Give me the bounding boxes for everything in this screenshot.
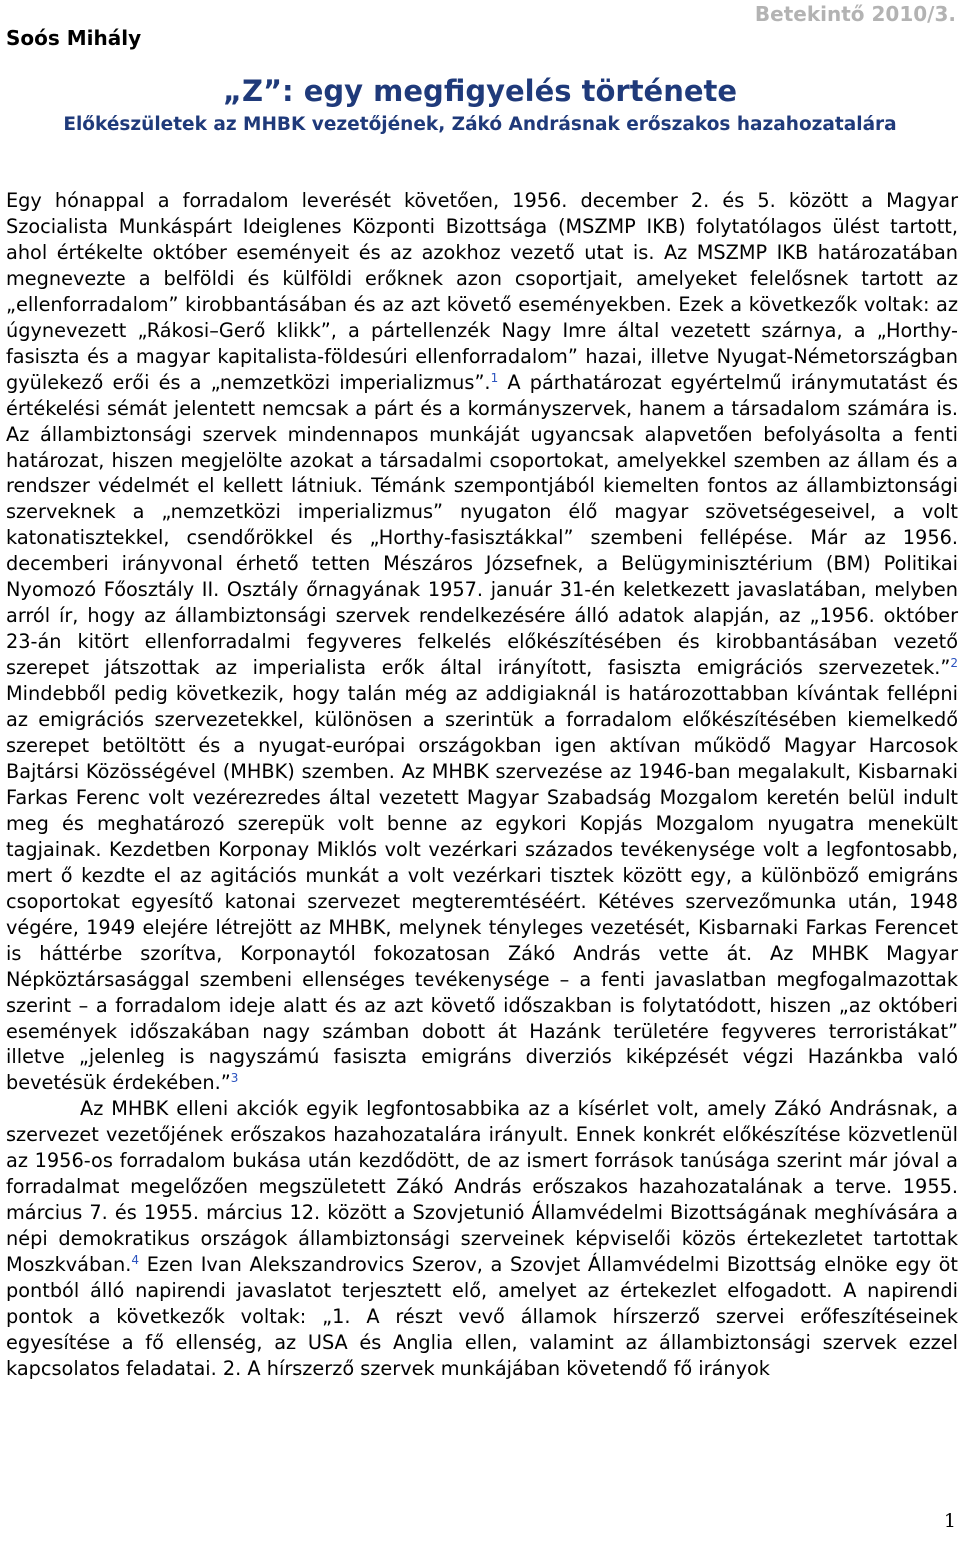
author-name: Soós Mihály <box>6 26 142 50</box>
paragraph-1 <box>6 188 958 1096</box>
journal-issue: Betekintő 2010/3. <box>754 2 956 26</box>
footnote-ref-1[interactable]: 1 <box>490 370 499 385</box>
footnote-ref-2[interactable]: 2 <box>950 656 958 671</box>
paragraph-2 <box>6 1096 958 1381</box>
text-segment: Mindebből pedig következik, hogy talán még az addigiaknál is határozottabban kívántak fellépni az emigrációs szervezetekkel, különösen a szerintük a forradalom előkészítésében kiemelkedő szerepet betöltött és a nyugat-európai országokban igen aktívan működő Magyar Harcosok Bajtársi Közösségével (MHBK) szemben. Az MHBK szervezése az 1946-ban megalakult, Kisbarnaki Farkas Ferenc volt vezérezredes által vezetett Magyar Szabadság Mozgalom keretén belül indult meg és meghatározó szerepük volt benne az egykori Kopjás Mozgalom nyugatra menekült tagjainak. Kezdetben Korponay Miklós volt vezérkari százados tevékenysége volt a legfontosabb, mert ő kezdte el az agitációs munkát a volt vezérkari tisztek között egy, a különböző emigráns csoportokat egyesítő katonai szervezet megteremtéséért. Kétéves szervezőmunka után, 1948 végére, 1949 elejére létrejött az MHBK, melynek tényleges vezetését, Kisbarnaki Farkas Ferencet is háttérbe szorítva, Korponaytól fokozatosan Zákó András vette át. Az MHBK Magyar Népköztársasággal szembeni ellenséges tevékenysége – a fenti javaslatban megfogalmazottak szerint – a forradalom ideje alatt és az azt követő időszakban is folytatódott, hiszen „az októberi események időszakában nagy számban dobott át Hazánk területére fegyveres terroristákat” illetve „jelenleg is nagyszámú fasiszta emigráns diverziós kiképzését végzi Hazánkba való bevetésük érdekében.” <box>6 682 958 1095</box>
page-number: 1 <box>943 1510 956 1532</box>
text-segment: Egy hónappal a forradalom leverését követően, 1956. december 2. és 5. között a Magyar Szocialista Munkáspárt Ideiglenes Központi Bizottsága (MSZMP IKB) folytatólagos ülést tartott, ahol értékelte október eseményeit és az azokhoz vezető utat is. Az MSZMP IKB határozatában megnevezte a belföldi és külföldi erőknek azon csoportjait, amelyeket felelősnek tartott az „ellenforradalom” kirobbantásában és az azt követő eseményekben. Ezek a következők voltak: az úgynevezett „Rákosi–Gerő klikk”, a pártellenzék Nagy Imre által vezetett szárnya, a „Horthy-fasiszta és a magyar kapitalista-földesúri ellenforradalom” hazai, illetve Nyugat-Németországban gyülekező erői és a „nemzetközi imperializmus”. <box>6 189 958 394</box>
text-segment: Ezen Ivan Alekszandrovics Szerov, a Szovjet Államvédelmi Bizottság elnöke egy öt pontból álló napirendi javaslatot terjesztett elő, amelyet az értekezlet elfogadott. A napirendi pontok a következők voltak: „1. A részt vevő államok hírszerző szervei erőfeszítéseinek egyesítése a fő ellenség, az USA és Anglia ellen, valamint az állambiztonsági szervek ezzel kapcsolatos feladatai. 2. A hírszerző szervek munkájában követendő fő irányok <box>6 1253 958 1380</box>
text-segment: A párthatározat egyértelmű iránymutatást és értékelési sémát jelentett nemcsak a párt és a kormányszervek, hanem a társadalom számára is. Az állambiztonsági szervek mindennapos munkáját ugyancsak alapvetően befolyásolta a fenti határozat, hiszen megjelölte azokat a társadalmi csoportokat, amelyekkel szemben az állam és a rendszer védelmét el kellett látniuk. Témánk szempontjából kiemelten fontos az állambiztonsági szerveknek a „nemzetközi imperializmus” nyugaton élő magyar szövetségeseivel, a volt katonatisztekkel, csendőrökkel és „Horthy-fasisztákkal” szembeni fellépése. Már az 1956. decemberi irányvonal érhető tetten Mészáros Józsefnek, a Belügyminisztérium (BM) Politikai Nyomozó Főosztály II. Osztály őrnagyának 1957. január 31-én keletkezett javaslatában, melyben arról ír, hogy az állambiztonsági szervek rendelkezésére álló adatok alapján, az „1956. október 23-án kitört ellenforradalmi fegyveres felkelés előkészítésében és kirobbantásában vezető szerepet játszottak az imperialista erők által irányított, fasiszta emigrációs szervezetek.” <box>6 370 958 680</box>
article-body <box>6 188 958 1382</box>
article-subtitle: Előkészületek az MHBK vezetőjének, Zákó Andrásnak erőszakos hazahozatalára <box>63 114 897 135</box>
footnote-ref-4[interactable]: 4 <box>131 1253 140 1268</box>
article-title: „Z”: egy megfigyelés története <box>222 74 738 108</box>
footnote-ref-3[interactable]: 3 <box>230 1071 239 1086</box>
text-segment: Az MHBK elleni akciók egyik legfontosabbika az a kísérlet volt, amely Zákó Andrásnak, a szervezet vezetőjének erőszakos hazahozatalára irányult. Ennek konkrét előkészítése közvetlenül az 1956-os forradalom bukása után kezdődött, de az ismert források tanúsága szerint már jóval a forradalmat megelőzően megszületett Zákó András erőszakos hazahozatalának a terve. 1955. március 7. és 1955. március 12. között a Szovjetunió Államvédelmi Bizottságának meghívására a népi demokratikus országok állambiztonsági szerveinek képviselői közös értekezletet tartottak Moszkvában. <box>6 1097 958 1277</box>
